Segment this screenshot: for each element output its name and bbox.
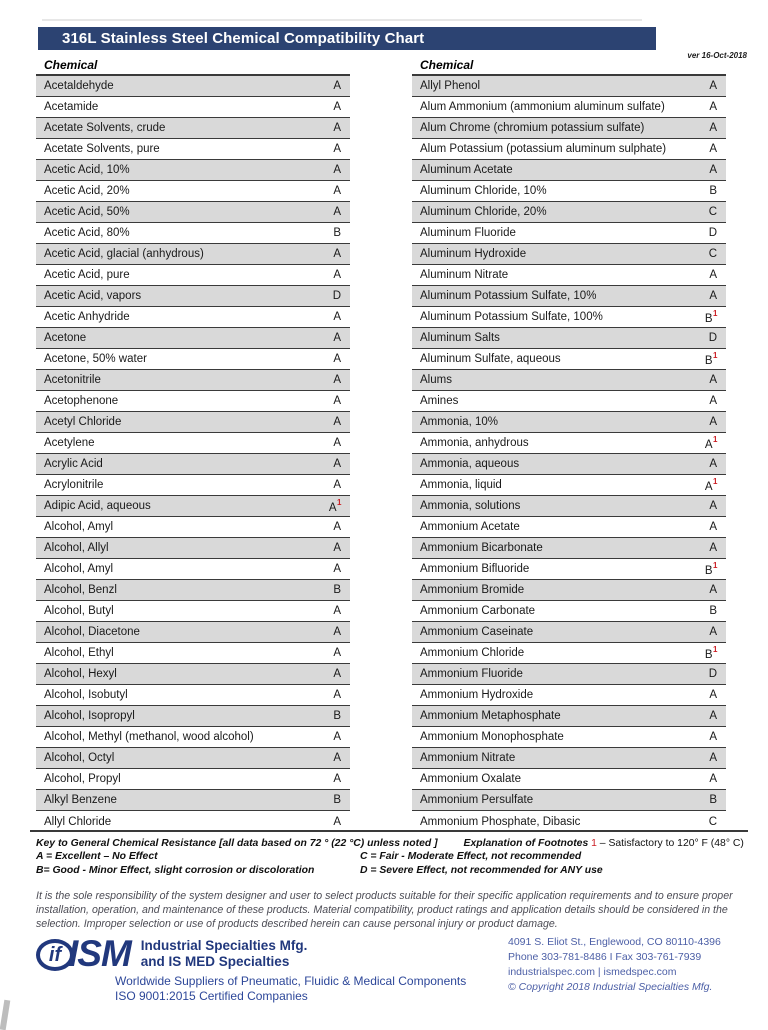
- chemical-name: Alcohol, Hexyl: [44, 668, 117, 680]
- chemical-name: Acetophenone: [44, 395, 119, 407]
- table-row: [412, 433, 726, 454]
- footnote-marker: 1: [713, 476, 718, 486]
- rating-value: A: [709, 416, 717, 428]
- rating-value: A: [333, 206, 341, 218]
- table-row: [412, 202, 726, 223]
- rating-value: A: [709, 773, 717, 785]
- chemical-name: Acetate Solvents, pure: [44, 143, 160, 155]
- table-row: [412, 328, 726, 349]
- chemical-name: Aluminum Nitrate: [420, 269, 509, 281]
- table-row: [36, 475, 350, 496]
- table-row: [36, 748, 350, 769]
- footer-address: 4091 S. Eliot St., Englewood, CO 80110-4396: [508, 936, 721, 948]
- rating-value: B$^1$: [704, 350, 718, 367]
- rating-value: A$^1$: [704, 434, 718, 451]
- rating-value: A: [333, 731, 341, 743]
- key-rating-b: B= Good - Minor Effect, slight corrosion or discoloration: [36, 864, 315, 876]
- chemical-name: Acetic Acid, 20%: [44, 185, 130, 197]
- rating-value: A: [709, 395, 717, 407]
- key-rating-d: D = Severe Effect, not recommended for ANY use: [360, 864, 603, 876]
- footnote-explanation: [464, 837, 744, 850]
- rating-value: A: [709, 164, 717, 176]
- chemical-name: Ammonia, anhydrous: [420, 437, 529, 449]
- footnote-marker: 1: [713, 434, 718, 444]
- chemical-name: Aluminum Salts: [420, 332, 500, 344]
- rating-value: A: [709, 80, 717, 92]
- rating-value: A: [333, 395, 341, 407]
- chemical-name: Ammonium Oxalate: [420, 773, 521, 785]
- footer-website-1: industrialspec.com: [508, 966, 595, 978]
- table-row: [412, 664, 726, 685]
- rating-value: A: [709, 500, 717, 512]
- chemical-name: Aluminum Potassium Sulfate, 10%: [420, 290, 597, 302]
- chemical-name: Alcohol, Methyl (methanol, wood alcohol): [44, 731, 254, 743]
- key-title: Key to General Chemical Resistance [all data based on 72 ° (22 °C) unless noted ]: [36, 838, 438, 849]
- footnote-label: Explanation of Footnotes: [463, 838, 589, 849]
- rating-value: A: [333, 563, 341, 575]
- footnote-marker: 1: [713, 308, 718, 318]
- table-row: [412, 790, 726, 811]
- table-bottom-rule: [30, 830, 748, 832]
- table-row: [412, 769, 726, 790]
- rating-value: D: [332, 290, 341, 302]
- chemical-name: Acetone, 50% water: [44, 353, 147, 365]
- footer: [36, 933, 748, 1003]
- chemical-name: Acetic Anhydride: [44, 311, 130, 323]
- key-section: [36, 837, 748, 877]
- chemical-name: Ammonium Nitrate: [420, 752, 516, 764]
- chemical-name: Ammonium Monophosphate: [420, 731, 564, 743]
- rating-value: A: [333, 353, 341, 365]
- chemical-name: Acetic Acid, 80%: [44, 227, 130, 239]
- rating-value: A: [333, 605, 341, 617]
- chemical-table-right: [412, 58, 726, 832]
- chemical-name: Alcohol, Isopropyl: [44, 710, 135, 722]
- chemical-name: Aluminum Fluoride: [420, 227, 516, 239]
- rating-value: A: [333, 773, 341, 785]
- footer-tagline1: Worldwide Suppliers of Pneumatic, Fluidic & Medical Components: [115, 974, 467, 988]
- chemical-name: Alum Chrome (chromium potassium sulfate): [420, 122, 645, 134]
- rating-value: B: [709, 794, 717, 806]
- chemical-name: Alkyl Benzene: [44, 794, 117, 806]
- chemical-name: Alcohol, Butyl: [44, 605, 114, 617]
- table-row: [36, 643, 350, 664]
- table-row: [412, 517, 726, 538]
- chemical-name: Acrylonitrile: [44, 479, 104, 491]
- footer-website-divider: |: [597, 966, 601, 978]
- rating-value: A: [709, 521, 717, 533]
- rating-value: A: [709, 752, 717, 764]
- chemical-name: Amines: [420, 395, 459, 407]
- footnote-marker: 1: [713, 560, 718, 570]
- rating-value: A: [333, 479, 341, 491]
- table-row: [412, 223, 726, 244]
- chemical-name: Alcohol, Octyl: [44, 752, 115, 764]
- chemical-name: Adipic Acid, aqueous: [44, 500, 151, 512]
- table-row: [36, 727, 350, 748]
- table-row: [412, 748, 726, 769]
- chemical-name: Ammonium Hydroxide: [420, 689, 534, 701]
- rating-value: A: [709, 269, 717, 281]
- rating-value: C: [708, 248, 717, 260]
- chemical-name: Ammonia, liquid: [420, 479, 502, 491]
- footer-phone-fax: Phone 303-781-8486 I Fax 303-761-7939: [508, 951, 702, 963]
- rating-value: A: [333, 626, 341, 638]
- rating-value: C: [708, 206, 717, 218]
- chemical-name: Acetic Acid, glacial (anhydrous): [44, 248, 204, 260]
- rating-value: A: [333, 143, 341, 155]
- rating-value: A: [333, 332, 341, 344]
- version-label: ver 16-Oct-2018: [687, 51, 747, 60]
- rating-value: A: [333, 458, 341, 470]
- chemical-table-left: [36, 58, 350, 832]
- rating-value: A: [709, 542, 717, 554]
- chemical-name: Acetone: [44, 332, 87, 344]
- table-row: [36, 223, 350, 244]
- chemical-name: Alcohol, Benzl: [44, 584, 117, 596]
- table-row: [412, 706, 726, 727]
- rating-value: D: [708, 227, 717, 239]
- company-name-line1: Industrial Specialties Mfg.: [140, 938, 308, 953]
- footer-copyright: © Copyright 2018 Industrial Specialties Mfg.: [508, 981, 713, 993]
- table-row: [412, 265, 726, 286]
- chemical-name: Allyl Chloride: [44, 815, 112, 828]
- table-row: [36, 307, 350, 328]
- rating-value: B: [333, 584, 341, 596]
- table-row: [412, 391, 726, 412]
- table-row: [412, 538, 726, 559]
- chemical-name: Alcohol, Isobutyl: [44, 689, 128, 701]
- chemical-name: Acrylic Acid: [44, 458, 103, 470]
- table-row: [36, 76, 350, 97]
- chemical-name: Ammonium Bromide: [420, 584, 525, 596]
- table-row: [412, 139, 726, 160]
- rating-value: D: [708, 332, 717, 344]
- rating-value: A: [709, 374, 717, 386]
- chemical-name: Ammonium Bicarbonate: [420, 542, 543, 554]
- rating-value: A: [333, 416, 341, 428]
- rating-value: A: [709, 101, 717, 113]
- scan-artifact-bottom: [0, 1000, 10, 1030]
- table-row: [412, 370, 726, 391]
- table-row: [36, 769, 350, 790]
- table-body-left: [36, 74, 350, 832]
- rating-value: B: [333, 227, 341, 239]
- rating-value: A: [709, 458, 717, 470]
- chemical-name: Ammonium Phosphate, Dibasic: [420, 815, 581, 828]
- table-row: [412, 244, 726, 265]
- rating-value: A: [333, 122, 341, 134]
- table-row: [36, 706, 350, 727]
- table-row: [36, 202, 350, 223]
- table-row: [412, 307, 726, 328]
- table-row: [412, 118, 726, 139]
- key-rating-a: A = Excellent – No Effect: [36, 851, 158, 863]
- table-row: [36, 433, 350, 454]
- chemical-name: Ammonium Caseinate: [420, 626, 534, 638]
- chemical-name: Alum Potassium (potassium aluminum sulphate): [420, 143, 667, 155]
- ism-logo-icon: if: [36, 939, 74, 971]
- rating-value: A: [333, 248, 341, 260]
- footer-website-2: ismedspec.com: [603, 966, 677, 978]
- rating-value: A: [709, 143, 717, 155]
- rating-value: A$^1$: [328, 497, 342, 514]
- table-row: [36, 601, 350, 622]
- rating-value: A: [333, 521, 341, 533]
- rating-value: A: [333, 542, 341, 554]
- table-row: [36, 685, 350, 706]
- table-row: [36, 286, 350, 307]
- page-title: 316L Stainless Steel Chemical Compatibility Chart: [38, 27, 656, 50]
- chemical-name: Acetamide: [44, 101, 99, 113]
- rating-value: A: [333, 311, 341, 323]
- table-row: [412, 496, 726, 517]
- rating-value: A: [333, 185, 341, 197]
- table-row: [36, 181, 350, 202]
- chemical-name: Aluminum Potassium Sulfate, 100%: [420, 311, 603, 323]
- footnote-text: – Satisfactory to 120° F (48° C): [599, 838, 744, 849]
- table-row: [412, 685, 726, 706]
- table-row: [412, 601, 726, 622]
- rating-value: A: [709, 689, 717, 701]
- chemical-name: Alcohol, Amyl: [44, 563, 114, 575]
- rating-value: A: [709, 710, 717, 722]
- column-header: Chemical: [420, 58, 474, 72]
- table-row: [412, 475, 726, 496]
- table-row: [36, 622, 350, 643]
- rating-value: B: [709, 185, 717, 197]
- table-row: [36, 118, 350, 139]
- table-row: [36, 580, 350, 601]
- rating-value: A$^1$: [704, 476, 718, 493]
- rating-value: A: [709, 122, 717, 134]
- table-row: [412, 622, 726, 643]
- table-row: [36, 412, 350, 433]
- chemical-name: Ammonium Bifluoride: [420, 563, 530, 575]
- chemical-name: Ammonia, aqueous: [420, 458, 520, 470]
- chemical-name: Aluminum Hydroxide: [420, 248, 527, 260]
- chemical-name: Acetate Solvents, crude: [44, 122, 166, 134]
- rating-value: B$^1$: [704, 560, 718, 577]
- table-row: [412, 97, 726, 118]
- chemical-name: Ammonium Fluoride: [420, 668, 523, 680]
- company-name-line2: and IS MED Specialties: [140, 953, 290, 969]
- footnote-marker: 1: [713, 350, 718, 360]
- chemical-name: Acetylene: [44, 437, 95, 449]
- rating-value: B: [333, 794, 341, 806]
- chemical-name: Alcohol, Allyl: [44, 542, 109, 554]
- rating-value: A: [333, 164, 341, 176]
- table-row: [36, 517, 350, 538]
- table-row: [36, 160, 350, 181]
- footer-tagline2: ISO 9001:2015 Certified Companies: [115, 988, 308, 1003]
- rating-value: A: [333, 647, 341, 659]
- ism-logo-text: ISM: [68, 933, 131, 974]
- table-row: [412, 412, 726, 433]
- chemical-name: Alum Ammonium (ammonium aluminum sulfate): [420, 101, 665, 113]
- table-row: [36, 370, 350, 391]
- table-row: [412, 811, 726, 832]
- rating-value: A: [333, 668, 341, 680]
- rating-value: A: [333, 374, 341, 386]
- table-row: [36, 349, 350, 370]
- chemical-name: Acetyl Chloride: [44, 416, 122, 428]
- scan-artifact-top: [42, 19, 642, 21]
- rating-value: D: [708, 668, 717, 680]
- footnote-number: 1: [591, 838, 597, 849]
- table-row: [412, 181, 726, 202]
- chemical-name: Acetonitrile: [44, 374, 101, 386]
- rating-value: A: [333, 269, 341, 281]
- table-row: [36, 454, 350, 475]
- chemical-name: Alcohol, Ethyl: [44, 647, 114, 659]
- chemical-name: Acetic Acid, vapors: [44, 290, 142, 302]
- table-row: [36, 97, 350, 118]
- table-row: [36, 811, 350, 832]
- rating-value: B$^1$: [704, 308, 718, 325]
- disclaimer-text: It is the sole responsibility of the system designer and user to select products suitable for their specific application requirements and to ensure proper installation, operation, and maintenance of these products. Material compatibility, product ratings and application details should be considered in the selection. Improper selection or use of products described herein can cause personal injury or product damage.: [36, 890, 733, 930]
- chemical-name: Aluminum Sulfate, aqueous: [420, 353, 561, 365]
- table-row: [412, 160, 726, 181]
- rating-value: B: [709, 605, 717, 617]
- rating-value: A: [333, 815, 341, 828]
- table-row: [412, 643, 726, 664]
- chemical-name: Ammonium Persulfate: [420, 794, 534, 806]
- footer-websites: [508, 965, 768, 980]
- table-row: [36, 790, 350, 811]
- rating-value: A: [709, 626, 717, 638]
- table-row: [412, 286, 726, 307]
- chemical-name: Alcohol, Amyl: [44, 521, 114, 533]
- key-rating-c: C = Fair - Moderate Effect, not recommended: [360, 851, 582, 863]
- chemical-name: Ammonia, 10%: [420, 416, 498, 428]
- table-row: [36, 496, 350, 517]
- rating-value: A: [709, 290, 717, 302]
- chemical-name: Ammonium Chloride: [420, 647, 525, 659]
- table-row: [36, 391, 350, 412]
- rating-value: B$^1$: [704, 644, 718, 661]
- rating-value: A: [333, 101, 341, 113]
- chemical-name: Ammonia, solutions: [420, 500, 521, 512]
- chemical-name: Aluminum Chloride, 10%: [420, 185, 547, 197]
- table-row: [36, 244, 350, 265]
- chemical-name: Ammonium Acetate: [420, 521, 520, 533]
- chemical-name: Ammonium Metaphosphate: [420, 710, 561, 722]
- chemical-name: Aluminum Chloride, 20%: [420, 206, 547, 218]
- table-row: [36, 265, 350, 286]
- rating-value: A: [333, 80, 341, 92]
- chemical-name: Acetic Acid, 50%: [44, 206, 130, 218]
- chemical-name: Allyl Phenol: [420, 80, 481, 92]
- chemical-name: Alcohol, Diacetone: [44, 626, 140, 638]
- rating-value: B: [333, 710, 341, 722]
- chemical-name: Aluminum Acetate: [420, 164, 513, 176]
- table-row: [36, 538, 350, 559]
- rating-value: A: [709, 584, 717, 596]
- footnote-marker: 1: [713, 644, 718, 654]
- rating-value: A: [709, 731, 717, 743]
- table-row: [412, 727, 726, 748]
- chemical-name: Acetic Acid, 10%: [44, 164, 130, 176]
- table-row: [412, 76, 726, 97]
- rating-value: C: [708, 815, 717, 828]
- chemical-name: Ammonium Carbonate: [420, 605, 536, 617]
- rating-value: A: [333, 689, 341, 701]
- table-row: [412, 559, 726, 580]
- chemical-name: Acetic Acid, pure: [44, 269, 130, 281]
- table-row: [412, 580, 726, 601]
- chemical-name: Alums: [420, 374, 452, 386]
- footnote-marker: 1: [337, 497, 342, 507]
- table-row: [36, 559, 350, 580]
- rating-value: A: [333, 437, 341, 449]
- table-row: [36, 664, 350, 685]
- column-header: Chemical: [44, 58, 98, 72]
- table-row: [412, 349, 726, 370]
- chemical-name: Acetaldehyde: [44, 80, 114, 92]
- table-row: [36, 139, 350, 160]
- table-body-right: [412, 74, 726, 832]
- rating-value: A: [333, 752, 341, 764]
- table-row: [36, 328, 350, 349]
- table-row: [412, 454, 726, 475]
- chemical-name: Alcohol, Propyl: [44, 773, 121, 785]
